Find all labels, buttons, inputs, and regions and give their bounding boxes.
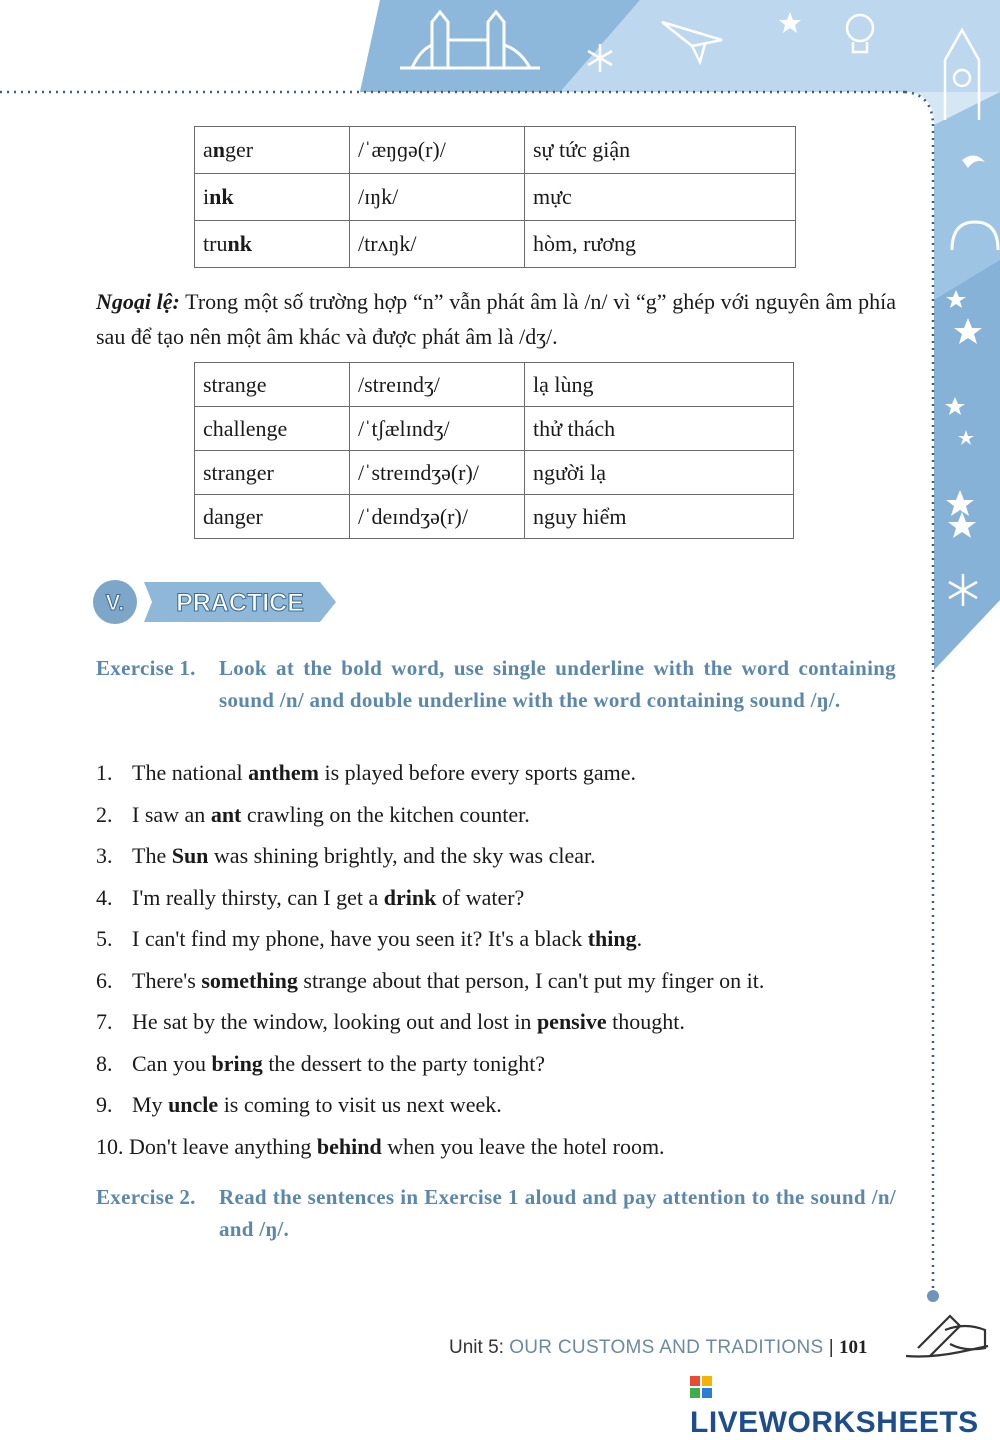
- meaning-cell: hòm, rương: [525, 221, 796, 268]
- vocab-ndz-row: [195, 363, 794, 407]
- ipa-cell: /ˈdeɪndʒə(r)/: [350, 495, 525, 539]
- page-footer: [449, 1337, 868, 1359]
- sentence-number: 4.: [96, 884, 113, 910]
- meaning-cell: thử thách: [525, 407, 794, 451]
- sentence-text-after: thought.: [606, 1009, 685, 1034]
- sentence-item: [96, 920, 896, 962]
- liveworksheets-brand[interactable]: [690, 1372, 1000, 1440]
- meaning-cell: người lạ: [525, 451, 794, 495]
- vocab-ng-row: [195, 127, 796, 174]
- exercise1-label: Exercise 1.: [96, 656, 196, 680]
- sentence-number: 5.: [96, 926, 113, 951]
- sentence-text-before: Can you: [132, 1050, 212, 1076]
- sentence-item: [96, 1045, 896, 1087]
- bold-word[interactable]: drink: [383, 884, 437, 910]
- sentence-text-after: is played before every sports game.: [318, 760, 637, 785]
- sentence-text-before: Don't leave anything: [129, 1133, 317, 1159]
- sentence-text-after: was shining brightly, and the sky was clear.: [208, 843, 596, 868]
- ipa-cell: /trʌŋk/: [350, 221, 525, 268]
- note-lead: Ngoại lệ:: [96, 289, 180, 314]
- sentence-item: [96, 837, 896, 879]
- footer-unit: Unit 5:: [449, 1337, 510, 1358]
- footer-separator: |: [823, 1337, 839, 1358]
- ipa-cell: /ɪŋk/: [350, 174, 525, 221]
- word-cell: stranger: [195, 451, 350, 495]
- highlighted-letters: nk: [227, 231, 252, 256]
- sentence-text-after: strange about that person, I can't put my finger on it.: [297, 967, 765, 993]
- section-number: V.: [105, 590, 125, 615]
- section-badge: [92, 578, 342, 626]
- ipa-cell: /ˈtʃælɪndʒ/: [350, 407, 525, 451]
- ipa-cell: /ˈæŋɡə(r)/: [350, 127, 525, 174]
- exception-note: [96, 284, 896, 354]
- section-title: PRACTICE: [176, 589, 304, 617]
- vocab-table-ndz: [194, 362, 794, 539]
- sentence-item: [96, 1128, 896, 1170]
- sentence-item: [96, 962, 896, 1004]
- sentence-item: [96, 754, 896, 796]
- note-text: Trong một số trường hợp “n” vẫn phát âm là /n/ vì “g” ghép với nguyên âm phía sau để tạo nên một âm khác và được phát âm là /dʒ/.: [96, 289, 896, 349]
- vocab-ndz-row: [195, 451, 794, 495]
- sentence-text-before: He sat by the window, looking out and lost in: [132, 1009, 537, 1034]
- exercise2-heading: [96, 1181, 896, 1245]
- sentence-number: 3.: [96, 843, 113, 868]
- sentence-number: 7.: [96, 1009, 113, 1034]
- sentence-text-before: There's: [132, 967, 202, 993]
- sentence-number: 8.: [96, 1050, 113, 1076]
- sentence-text-before: I'm really thirsty, can I get a: [132, 884, 384, 910]
- meaning-cell: sự tức giận: [525, 127, 796, 174]
- sentence-text-after: .: [636, 926, 643, 951]
- bold-word[interactable]: behind: [316, 1133, 382, 1159]
- vocab-ng-row: [195, 174, 796, 221]
- word-cell: trunk: [195, 221, 350, 268]
- bold-word[interactable]: uncle: [168, 1092, 219, 1117]
- sentence-item: [96, 1003, 896, 1045]
- sentence-number: 6.: [96, 967, 113, 993]
- word-cell: strange: [195, 363, 350, 407]
- word-cell: challenge: [195, 407, 350, 451]
- sentence-text-after: crawling on the kitchen counter.: [241, 801, 530, 827]
- bold-word[interactable]: Sun: [171, 843, 209, 868]
- ipa-cell: /ˈstreɪndʒə(r)/: [350, 451, 525, 495]
- bold-word[interactable]: pensive: [536, 1009, 607, 1034]
- vocab-table-ng: [194, 126, 796, 268]
- bold-word[interactable]: something: [201, 967, 298, 993]
- exercise2-instruction: Read the sentences in Exercise 1 aloud and pay attention to the sound /n/ and /ŋ/.: [219, 1185, 896, 1241]
- meaning-cell: nguy hiểm: [525, 495, 794, 539]
- sentence-text-after: of water?: [436, 884, 525, 910]
- sentence-item: [96, 1086, 896, 1128]
- sentence-text-after: is coming to visit us next week.: [218, 1092, 502, 1117]
- highlighted-letters: nk: [209, 184, 234, 209]
- sentence-number: 10.: [96, 1133, 124, 1159]
- sentence-text-after: the dessert to the party tonight?: [262, 1050, 546, 1076]
- exercise1-heading: [96, 652, 896, 716]
- writing-hand-icon: [906, 1316, 988, 1357]
- footer-unit-title: OUR CUSTOMS AND TRADITIONS: [509, 1337, 824, 1358]
- sentence-text-before: The national: [132, 760, 249, 785]
- vocab-ng-row: [195, 221, 796, 268]
- bold-word[interactable]: anthem: [248, 760, 319, 785]
- sentence-text-before: I saw an: [132, 801, 211, 827]
- word-cell: anger: [195, 127, 350, 174]
- exercise2-label: Exercise 2.: [96, 1185, 196, 1209]
- vocab-ndz-row: [195, 495, 794, 539]
- sentence-list: [96, 754, 896, 1169]
- brand-text: LIVEWORKSHEETS: [690, 1406, 979, 1439]
- sentence-number: 9.: [96, 1092, 113, 1117]
- sentence-text-after: when you leave the hotel room.: [381, 1133, 665, 1159]
- sentence-item: [96, 796, 896, 838]
- meaning-cell: lạ lùng: [525, 363, 794, 407]
- vocab-ndz-row: [195, 407, 794, 451]
- sentence-text-before: I can't find my phone, have you seen it? It's a black: [132, 926, 588, 951]
- exercise1-instruction: Look at the bold word, use single underline with the word containing sound /n/ and double underline with the word containing sound /ŋ/.: [219, 656, 896, 712]
- sentence-number: 2.: [96, 801, 113, 827]
- highlighted-letters: n: [212, 137, 226, 162]
- sentence-text-before: My: [132, 1092, 169, 1117]
- sentence-text-before: The: [132, 843, 172, 868]
- bold-word[interactable]: ant: [210, 801, 242, 827]
- page-number: 101: [839, 1337, 868, 1358]
- ipa-cell: /streɪndʒ/: [350, 363, 525, 407]
- border-end-dot: [927, 1290, 939, 1302]
- bold-word[interactable]: thing: [587, 926, 637, 951]
- meaning-cell: mực: [525, 174, 796, 221]
- word-cell: ink: [195, 174, 350, 221]
- sentence-item: [96, 879, 896, 921]
- bold-word[interactable]: bring: [211, 1050, 263, 1076]
- word-cell: danger: [195, 495, 350, 539]
- sentence-number: 1.: [96, 760, 113, 785]
